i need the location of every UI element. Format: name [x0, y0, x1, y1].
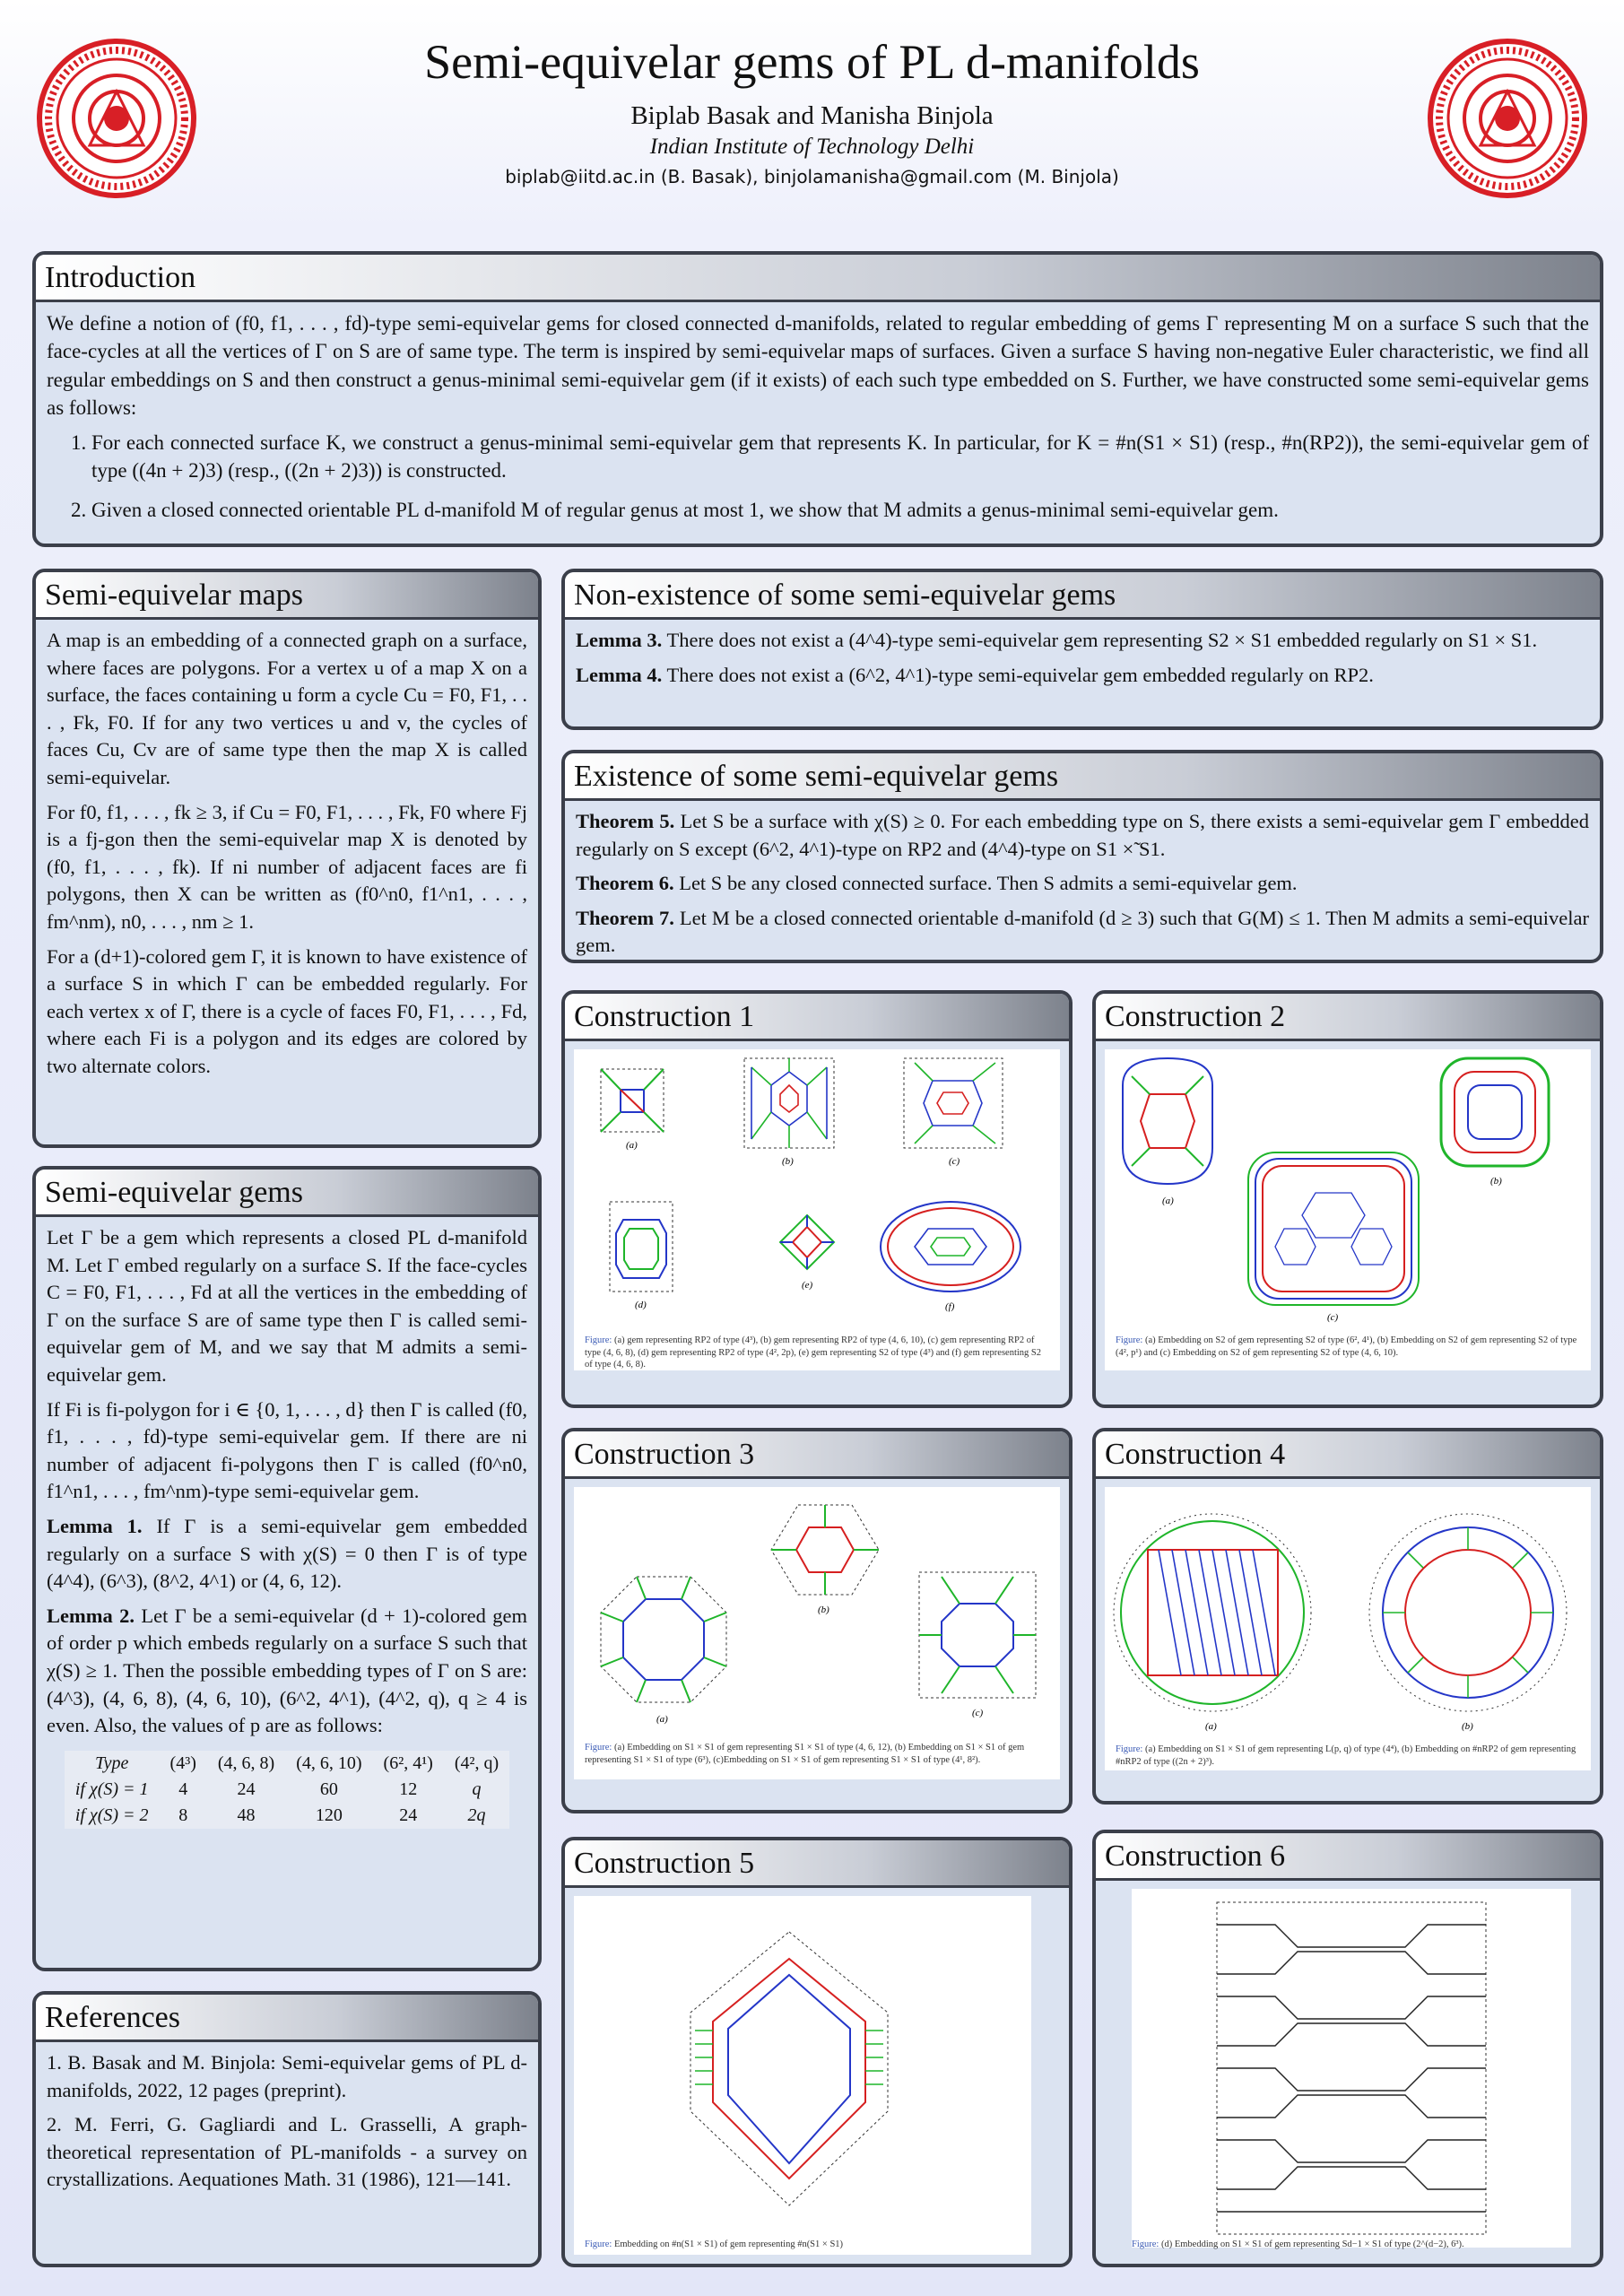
construction-3-diagram: [574, 1487, 1060, 1747]
table-cell: (6², 4¹): [383, 1752, 433, 1773]
sublabel: (b): [1490, 1176, 1502, 1187]
table-cell: 60: [319, 1779, 338, 1799]
table-cell: 24: [237, 1779, 256, 1799]
lemma-text: If Γ is a semi-equivelar gem embedded regularly on a surface S with χ(S) = 0 then Γ is of type (4^4), (6^3), (8^2, 4^1) or (4, 6, 12).: [47, 1514, 527, 1593]
sublabel: (b): [782, 1156, 794, 1167]
poster-title: Semi-equivelar gems of PL d-manifolds: [424, 35, 1200, 89]
figure-construction-6: [1132, 1889, 1571, 2248]
figure-construction-5: [574, 1896, 1031, 2255]
table-cell: 8: [178, 1805, 188, 1826]
construction-1-box: [561, 990, 1073, 1408]
theorem-7: [576, 905, 1589, 960]
theorem-5: [576, 808, 1589, 863]
authors: Biplab Basak and Manisha Binjola: [630, 101, 994, 130]
lemma-1: [47, 1513, 527, 1596]
sublabel: (c): [949, 1156, 960, 1167]
section-heading: Semi-equivelar maps: [36, 572, 538, 620]
semi-equivelar-maps-box: [32, 569, 542, 1148]
figure-label: Figure:: [1116, 1335, 1143, 1345]
lemma-text: There does not exist a (6^2, 4^1)-type semi-equivelar gem embedded regularly on RP2.: [666, 663, 1374, 686]
table-cell: Type: [94, 1752, 129, 1773]
lemma-2: [47, 1603, 527, 1740]
semi-equivelar-gems-box: [32, 1166, 542, 1971]
sublabel: (d): [635, 1300, 647, 1310]
table-cell: 4: [178, 1779, 188, 1799]
table-cell: 12: [399, 1779, 418, 1799]
figure-caption: [585, 1742, 1051, 1766]
sublabel: (b): [818, 1605, 829, 1615]
construction-2-box: [1092, 990, 1603, 1408]
lemma-label: Lemma 3.: [576, 629, 663, 651]
theorem-label: Theorem 6.: [576, 872, 674, 895]
section-heading: Existence of some semi-equivelar gems: [565, 753, 1600, 801]
lemma-text: Let Γ be a semi-equivelar (d + 1)-colored gem of order p which embeds regularly on a surface S such that χ(S) ≥ 1. Then the possible embedding types of Γ on S are: (4^3), (4, 6, 8), (4, 6, 10), (6^2, 4^1), (4^2, q), q ≥ 4 is even. Also, the values of p are as follows:: [47, 1604, 528, 1737]
theorem-text: Let S be a surface with χ(S) ≥ 0. For each embedding type on S, there exists a semi-equivelar gem Γ embedded regularly on S except (6^2, 4^1)-type on RP2 and (4^4)-type on S1 ×̃ S1.: [576, 810, 1589, 860]
table-cell: (4, 6, 8): [217, 1752, 275, 1773]
caption-text: (a) gem representing RP2 of type (4³), (b) gem representing RP2 of type (4, 6, 10), (c) gem representing RP2 of type (4, 6, 8), (d) gem representing RP2 of type (4², 2p), (e) gem representing S2 of type (4³) and (f) gem representing S2 of type (4, 6, 8).: [585, 1335, 1041, 1370]
sublabel: (a): [1205, 1721, 1217, 1732]
logo-right: [1427, 38, 1588, 199]
table-cell: 48: [237, 1805, 256, 1826]
caption-text: (a) Embedding on S1 × S1 of gem representing L(p, q) of type (4⁴), (b) Embedding on #nRP2 of gem representing #nRP2 of type ((2n + 2)³).: [1116, 1744, 1576, 1767]
figure-caption: [1132, 2239, 1589, 2251]
caption-text: (a) Embedding on S2 of gem representing S2 of type (6², 4¹), (b) Embedding on S2 of gem representing S2 of type (4², p¹) and (c) Embedding on S2 of gem representing S2 of type (4, 6, 10).: [1116, 1335, 1577, 1358]
construction-2-diagram: [1105, 1049, 1591, 1336]
section-heading: Non-existence of some semi-equivelar gems: [565, 572, 1600, 620]
sublabel: (b): [1462, 1721, 1473, 1732]
construction-1-diagram: [574, 1049, 1060, 1318]
theorem-6: [576, 870, 1589, 898]
section-heading: Construction 2: [1096, 994, 1600, 1041]
paragraph: Let Γ be a gem which represents a closed PL d-manifold M. Let Γ embed regularly on a surface S. If the face-cycles C = F0, F1, . . . , Fd at all the vertices in the embedding of Γ on the surface S are of same type then Γ is called semi-equivelar gem of M, and we say that M admits a semi-equivelar gem.: [47, 1226, 527, 1386]
construction-5-box: [561, 1837, 1073, 2267]
theorem-label: Theorem 7.: [576, 906, 674, 929]
section-heading: References: [36, 1995, 538, 2042]
figure-label: Figure:: [1132, 2239, 1159, 2249]
construction-5-diagram: [574, 1896, 1031, 2228]
figure-construction-3: [574, 1487, 1060, 1779]
table-cell: (4, 6, 10): [296, 1752, 362, 1773]
logo-left: [36, 38, 197, 199]
existence-box: [561, 750, 1603, 963]
intro-item: 1. For each connected surface K, we construct a genus-minimal semi-equivelar gem that represents K. In particular, for K = #n(S1 × S1) (resp., #n(RP2)), the semi-equivelar gem of type ((4n + 2)3) (resp., ((2n + 2)3)) is constructed.: [91, 429, 1589, 485]
sublabel: (c): [1327, 1312, 1339, 1323]
theorem-text: Let S be any closed connected surface. Then S admits a semi-equivelar gem.: [679, 872, 1298, 895]
table-cell: (4², q): [454, 1752, 499, 1773]
paragraph: A map is an embedding of a connected graph on a surface, where faces are polygons. For a vertex u of a map X on a surface, the faces containing u form a cycle Cu = F0, F1, . . . , Fk, F0. If for any two vertices u and v, the cycles of faces Cu, Cv are of same type then the map X is called semi-equivelar.: [47, 629, 527, 788]
table-row: [65, 1751, 509, 1777]
order-table: [65, 1751, 509, 1830]
paragraph: For a (d+1)-colored gem Γ, it is known to have existence of a surface S in which Γ can be embedded regularly. For each vertex x of Γ, there is a cycle of faces F0, F1, . . . , Fd, where each Fi is a polygon and its edges are colored by two alternate colors.: [47, 944, 527, 1077]
lemma-text: There does not exist a (4^4)-type semi-equivelar gem representing S2 × S1 embedded regularly on S1 × S1.: [666, 629, 1538, 651]
table-row: [65, 1803, 509, 1829]
lemma-label: Lemma 4.: [576, 663, 663, 686]
sublabel: (a): [656, 1714, 668, 1725]
sublabel: (f): [945, 1301, 955, 1312]
table-cell: 120: [315, 1805, 343, 1826]
table-cell: if χ(S) = 1: [74, 1779, 149, 1799]
sublabel: (a): [626, 1140, 638, 1151]
iit-delhi-seal-icon: [39, 41, 194, 196]
paragraph: For f0, f1, . . . , fk ≥ 3, if Cu = F0, F1, . . . , Fk, F0 where Fj is a fj-gon then the semi-equivelar map X is denoted by (f0, f1, . . . , fk). If ni number of adjacent faces are fi polygons, then X can be written as (f0^n0, f1^n1, . . . , fm^nm), n0, . . . , nm ≥ 1.: [47, 800, 527, 933]
section-heading: Construction 4: [1096, 1431, 1600, 1479]
affiliation: Indian Institute of Technology Delhi: [649, 135, 975, 159]
lemma-label: Lemma 2.: [47, 1604, 135, 1627]
intro-text: We define a notion of (f0, f1, . . . , fd)-type semi-equivelar gems for closed connected d-manifolds, related to regular embedding of gems Γ representing M on a surface S such that the face-cycles at all the vertices of Γ on S are of same type. The term is inspired by semi-equivelar maps of surfaces. Given a surface S having non-negative Euler characteristic, we find all regular embeddings on S and then construct a genus-minimal semi-equivelar gem (if it exists) of each such type embedded on S. Further, we have constructed some semi-equivelar gems as follows:: [47, 312, 1589, 419]
figure-construction-1: [574, 1049, 1060, 1370]
figure-label: Figure:: [1116, 1744, 1143, 1754]
construction-4-box: [1092, 1428, 1603, 1805]
lemma-4: [576, 662, 1589, 690]
caption-text: Embedding on #n(S1 × S1) of gem representing #n(S1 × S1): [613, 2239, 844, 2249]
figure-construction-4: [1105, 1487, 1591, 1770]
caption-text: (d) Embedding on S1 × S1 of gem representing Sd−1 × S1 of type (2^(d−2), 6³).: [1160, 2239, 1464, 2249]
figure-caption: [1116, 1335, 1582, 1359]
section-heading: Construction 6: [1096, 1833, 1600, 1881]
construction-4-diagram: [1105, 1487, 1591, 1738]
reference-item: 1. B. Basak and M. Binjola: Semi-equivelar gems of PL d-manifolds, 2022, 12 pages (preprint).: [47, 2051, 527, 2101]
figure-construction-2: [1105, 1049, 1591, 1370]
iit-delhi-seal-icon: [1430, 41, 1585, 196]
intro-item: 2. Given a closed connected orientable PL d-manifold M of regular genus at most 1, we show that M admits a genus-minimal semi-equivelar gem.: [91, 496, 1589, 524]
reference-item: 2. M. Ferri, G. Gagliardi and L. Grasselli, A graph-theoretical representation of PL-manifolds - a survey on crystallizations. Aequationes Math. 31 (1986), 121—141.: [47, 2113, 527, 2191]
references-box: [32, 1991, 542, 2267]
construction-6-diagram: [1132, 1889, 1571, 2239]
construction-6-box: [1092, 1830, 1603, 2267]
figure-caption: [585, 1335, 1051, 1371]
section-heading: Construction 3: [565, 1431, 1069, 1479]
figure-label: Figure:: [585, 1743, 612, 1752]
section-heading: Semi-equivelar gems: [36, 1170, 538, 1217]
theorem-text: Let M be a closed connected orientable d-manifold (d ≥ 3) such that G(M) ≤ 1. Then M admits a semi-equivelar gem.: [576, 906, 1590, 957]
lemma-label: Lemma 1.: [47, 1514, 143, 1537]
theorem-label: Theorem 5.: [576, 810, 675, 832]
introduction-box: [32, 251, 1603, 547]
figure-caption: [1116, 1744, 1582, 1768]
table-cell: 2q: [467, 1805, 486, 1826]
sublabel: (c): [972, 1708, 984, 1718]
figure-label: Figure:: [585, 2239, 612, 2249]
sublabel: (e): [802, 1280, 813, 1291]
emails: biplab@iitd.ac.in (B. Basak), binjolamanisha@gmail.com (M. Binjola): [505, 166, 1119, 187]
table-cell: (4³): [169, 1752, 196, 1773]
section-heading: Introduction: [36, 255, 1600, 302]
table-cell: 24: [399, 1805, 418, 1826]
sublabel: (a): [1162, 1196, 1174, 1206]
table-cell: if χ(S) = 2: [74, 1805, 149, 1826]
figure-label: Figure:: [585, 1335, 612, 1345]
section-heading: Construction 1: [565, 994, 1069, 1041]
paragraph: If Fi is fi-polygon for i ∈ {0, 1, . . . , d} then Γ is called (f0, f1, . . . , fd)-type semi-equivelar gem. If there are ni number of adjacent fi-polygons then Γ is called (f0^n0, f1^n1, . . . , fm^nm)-type semi-equivelar gem.: [47, 1397, 527, 1503]
construction-3-box: [561, 1428, 1073, 1813]
lemma-3: [576, 627, 1589, 655]
non-existence-box: [561, 569, 1603, 730]
caption-text: (a) Embedding on S1 × S1 of gem representing S1 × S1 of type (4, 6, 12), (b) Embedding on S1 × S1 of gem representing S1 × S1 of type (6³), (c)Embedding on S1 × S1 of gem representing S1 × S1 of type (4¹, 8²).: [585, 1743, 1025, 1765]
figure-caption: [585, 2239, 1051, 2251]
table-row: [65, 1777, 509, 1803]
table-cell: q: [472, 1779, 482, 1799]
section-heading: Construction 5: [565, 1840, 1069, 1888]
